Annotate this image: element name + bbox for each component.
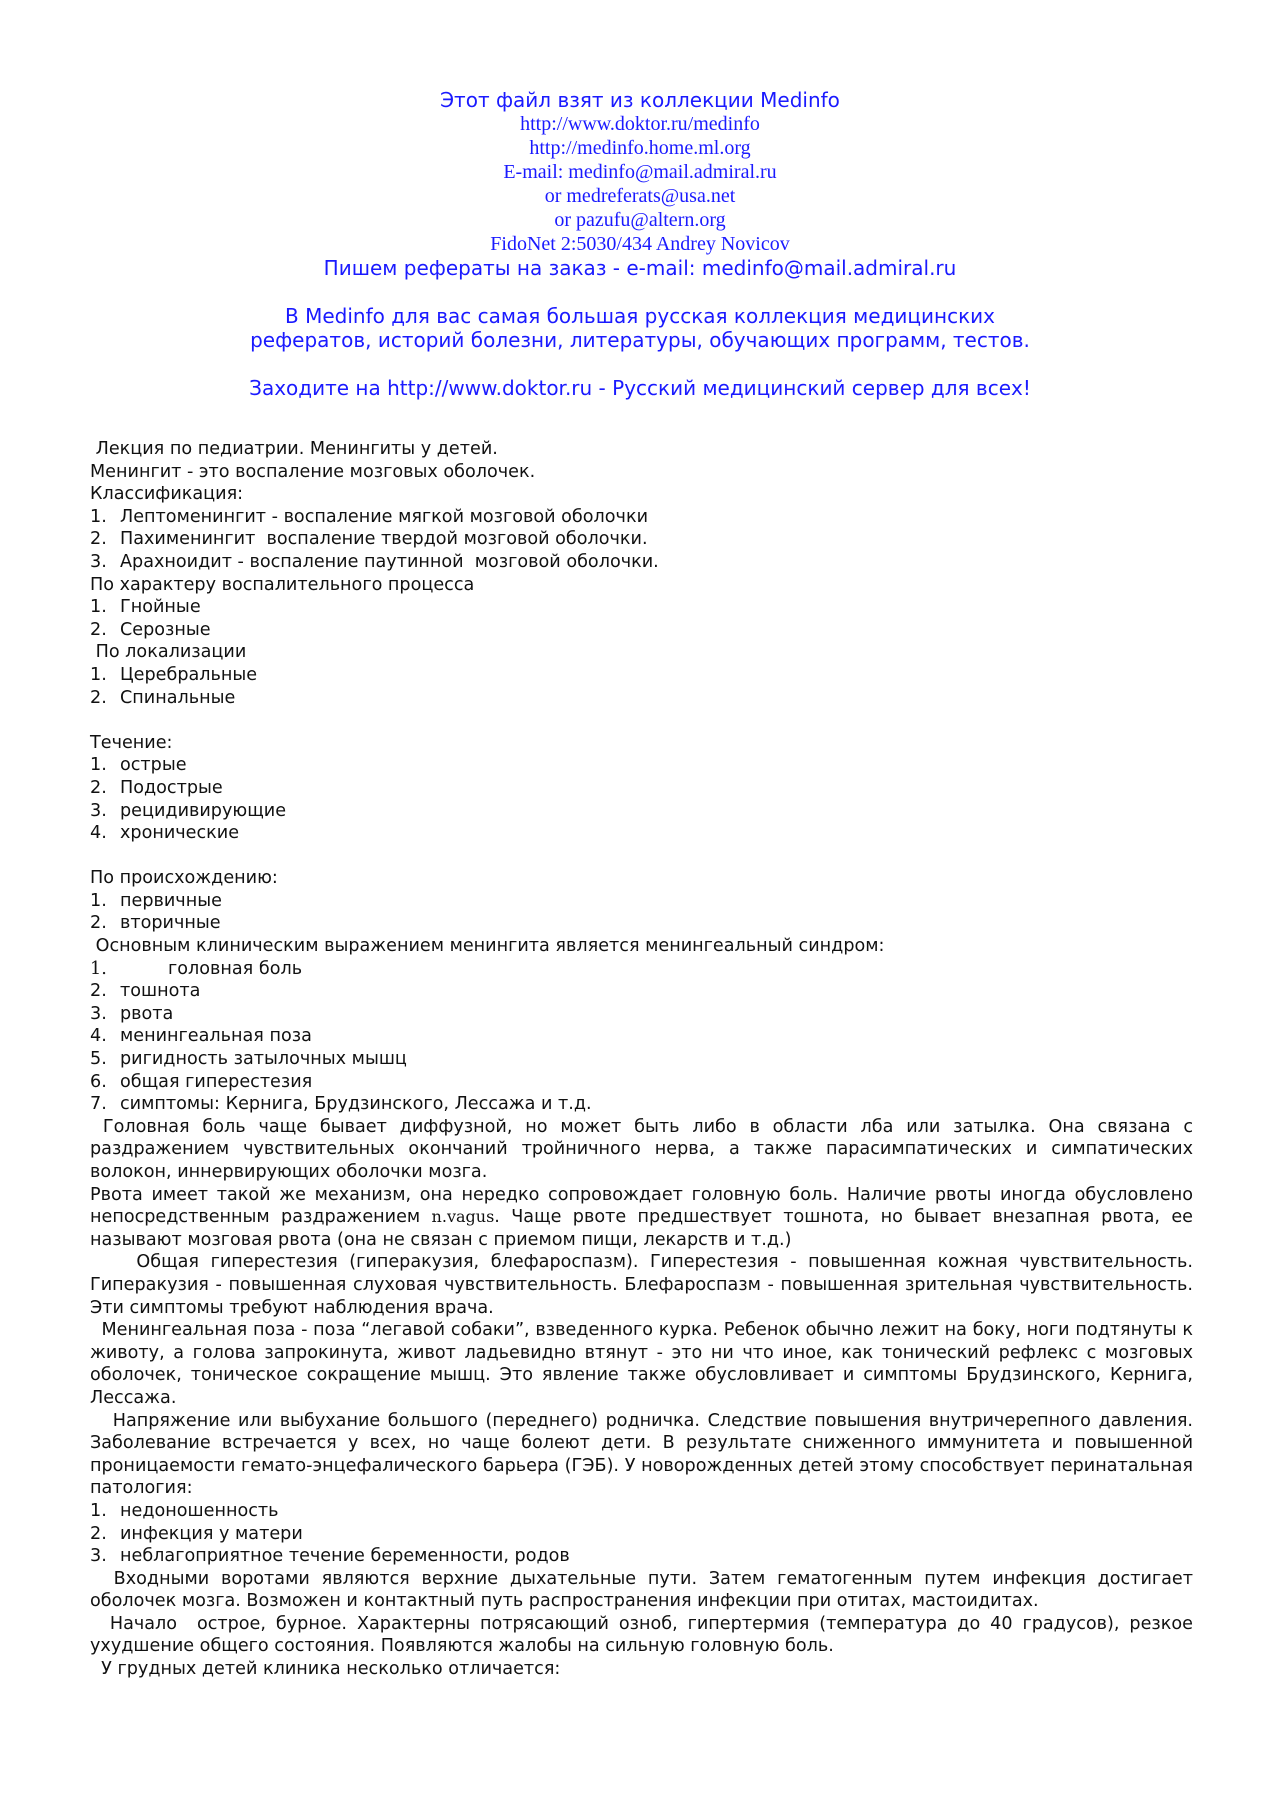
list-item [90,1545,1193,1568]
list-number: 1. [90,1500,107,1521]
list-text: неблагоприятное течение беременности, родов [120,1546,570,1567]
list-item [90,777,1193,800]
list-number: 4. [90,1026,107,1047]
list-item [90,1523,1193,1546]
header-promo-line-2: рефератов, историй болезни, литературы, обучающих программ, тестов. [250,328,1030,352]
course-heading: Течение: [90,732,173,753]
list-number: 5. [90,1049,107,1070]
list-text: головная боль [168,958,303,979]
list-number: 1. [90,755,107,776]
list-text: общая гиперестезия [120,1071,313,1092]
list-text: Подострые [120,777,223,798]
list-item [90,1025,1193,1048]
list-text: ригидность затылочных мышц [120,1049,407,1070]
header-title: Этот файл взят из коллекции Medinfo [440,88,840,112]
header-email-alt-2[interactable]: or pazufu@altern.org [554,209,726,231]
list-number: 1. [90,890,107,911]
paragraph-vomit [90,1184,1193,1252]
list-item [90,912,1193,935]
vomit-text-a: Рвота имеет такой же механизм, она нередко сопровождает головную боль. Наличие рвоты иногда обусловлено непосредственным раздражением [90,1184,1193,1228]
list-text: тошнота [120,981,201,1002]
header-promo-line-1: В Medinfo для вас самая большая русская коллекция медицинских [285,304,995,328]
list-number: 2. [90,1523,107,1544]
list-text: Церебральные [120,664,258,685]
list-text: Гнойные [120,597,201,618]
syndrome-list [90,980,1193,1116]
paragraph-hyperesthesia: Общая гиперестезия (гиперакузия, блефароспазм). Гиперестезия - повышенная кожная чувствительность. Гиперакузия - повышенная слуховая чувствительность. Блефароспазм - повышенная зрительная чувствительность. Эти симптомы требуют наблюдения врача. [90,1252,1199,1318]
list-text: недоношенность [120,1500,279,1521]
list-text: хронические [120,823,240,844]
origin-heading: По происхождению: [90,868,278,889]
list-item [90,822,1193,845]
list-text: Арахноидит - воспаление паутинной мозговой оболочки. [120,551,659,572]
list-number: 2. [90,981,107,1002]
list-number: 2. [90,529,107,550]
list-text: инфекция у матери [120,1523,303,1544]
list-text: рвота [120,1003,174,1024]
by-process-list [90,596,1193,641]
paragraph-entry-gates: Входными воротами являются верхние дыхательные пути. Затем гематогенным путем инфекция достигает оболочек мозга. Возможен и контактный путь распространения инфекции при отитах, мастоидитах. [90,1568,1199,1612]
classification-heading: Классификация: [90,484,244,505]
lecture-title: Лекция по педиатрии. Менингиты у детей. [90,439,498,459]
paragraph-infants: У грудных детей клиника несколько отличается: [90,1659,561,1680]
header-email-alt-1[interactable]: or medreferats@usa.net [544,185,736,207]
list-number: 3. [90,800,107,821]
paragraph-onset: Начало острое, бурное. Характерны потрясающий озноб, гипертермия (температура до 40 градусов), резкое ухудшение общего состояния. Появляются жалобы на сильную головную боль. [90,1613,1199,1657]
paragraph-meningeal-pose: Менингеальная поза - поза “легавой собаки”, взведенного курка. Ребенок обычно лежит на боку, ноги подтянуты к животу, а голова запрокинута, живот ладьевидно втянут - это ни что иное, как тонический рефлекс с мозговых оболочек, тоническое сокращение мышц. Это явление также обусловливает и симптомы Брудзинского, Кернига, Лессажа. [90,1320,1199,1408]
list-number: 1. [90,506,107,527]
list-number: 7. [90,1094,107,1115]
list-item [90,1071,1193,1094]
list-item [90,551,1193,574]
list-number: 1. [90,664,107,685]
collection-header [0,88,1280,400]
paragraph-headache: Головная боль чаще бывает диффузной, но может быть либо в области лба или затылка. Она связана с раздражением чувствительных окончаний тройничного нерва, а также парасимпатических и симпатических волокон, иннервирующих оболочки мозга. [90,1116,1199,1182]
header-order-line: Пишем рефераты на заказ - e-mail: medinfo@mail.admiral.ru [323,256,957,280]
list-item [90,958,1193,981]
by-process-heading: По характеру воспалительного процесса [90,574,475,595]
list-number: 4. [90,823,107,844]
list-item [90,754,1193,777]
by-location-heading: По локализации [90,642,247,663]
list-item [90,506,1193,529]
origin-list [90,890,1193,935]
course-list [90,754,1193,844]
list-text: первичные [120,890,222,911]
list-item [90,800,1193,823]
header-url-medinfo[interactable]: http://medinfo.home.ml.org [529,137,751,159]
list-number: 1. [90,958,107,979]
vagus-nerve: n.vagus [431,1207,495,1227]
list-item [90,619,1193,642]
definition: Менингит - это воспаление мозговых оболочек. [90,461,536,482]
by-location-list [90,664,1193,709]
list-text: симптомы: Кернига, Брудзинского, Лессажа и т.д. [120,1094,592,1115]
syndrome-intro: Основным клиническим выражением менингита является менингеальный синдром: [90,936,885,957]
list-text: вторичные [120,913,221,934]
list-text: Лептоменингит - воспаление мягкой мозговой оболочки [120,506,649,527]
list-item [90,664,1193,687]
header-visit-line: Заходите на http://www.doktor.ru - Русский медицинский сервер для всех! [249,376,1031,400]
list-text: Серозные [120,619,211,640]
header-email[interactable]: E-mail: medinfo@mail.admiral.ru [503,161,777,183]
list-number: 1. [90,597,107,618]
list-item [90,1048,1193,1071]
list-number: 2. [90,777,107,798]
header-url-doktor[interactable]: http://www.doktor.ru/medinfo [520,113,760,135]
list-item [90,596,1193,619]
list-text: Спинальные [120,687,236,708]
list-number: 2. [90,619,107,640]
list-item [90,890,1193,913]
list-text: менингеальная поза [120,1026,312,1047]
list-number: 2. [90,687,107,708]
list-number: 6. [90,1071,107,1092]
paragraph-fontanelle: Напряжение или выбухание большого (переднего) родничка. Следствие повышения внутричерепного давления. Заболевание встречается у всех, но чаще болеют дети. В результате сниженного иммунитета и повышенной проницаемости гемато-энцефалического барьера (ГЭБ). У новорожденных детей этому способствует перинатальная патология: [90,1410,1199,1499]
classification-list [90,506,1193,574]
vomit-text-b: . Чаще рвоте предшествует тошнота, но бывает внезапная рвота, ее называют мозговая рвота (она не связан с приемом пищи, лекарств и т.д.) [90,1207,1194,1250]
list-text: острые [120,755,187,776]
list-number: 2. [90,913,107,934]
list-number: 3. [90,1546,107,1567]
list-number: 3. [90,1003,107,1024]
list-item [90,1500,1193,1523]
header-fidonet: FidoNet 2:5030/434 Andrey Novicov [490,233,790,255]
list-item [90,1003,1193,1026]
list-text: Пахименингит воспаление твердой мозговой оболочки. [120,529,648,550]
list-text: рецидивирующие [120,800,287,821]
list-item [90,1093,1193,1116]
list-item [90,528,1193,551]
list-item [90,980,1193,1003]
list-item [90,687,1193,710]
lecture-body [90,438,1199,1681]
list-number: 3. [90,551,107,572]
perinatal-list [90,1500,1193,1568]
